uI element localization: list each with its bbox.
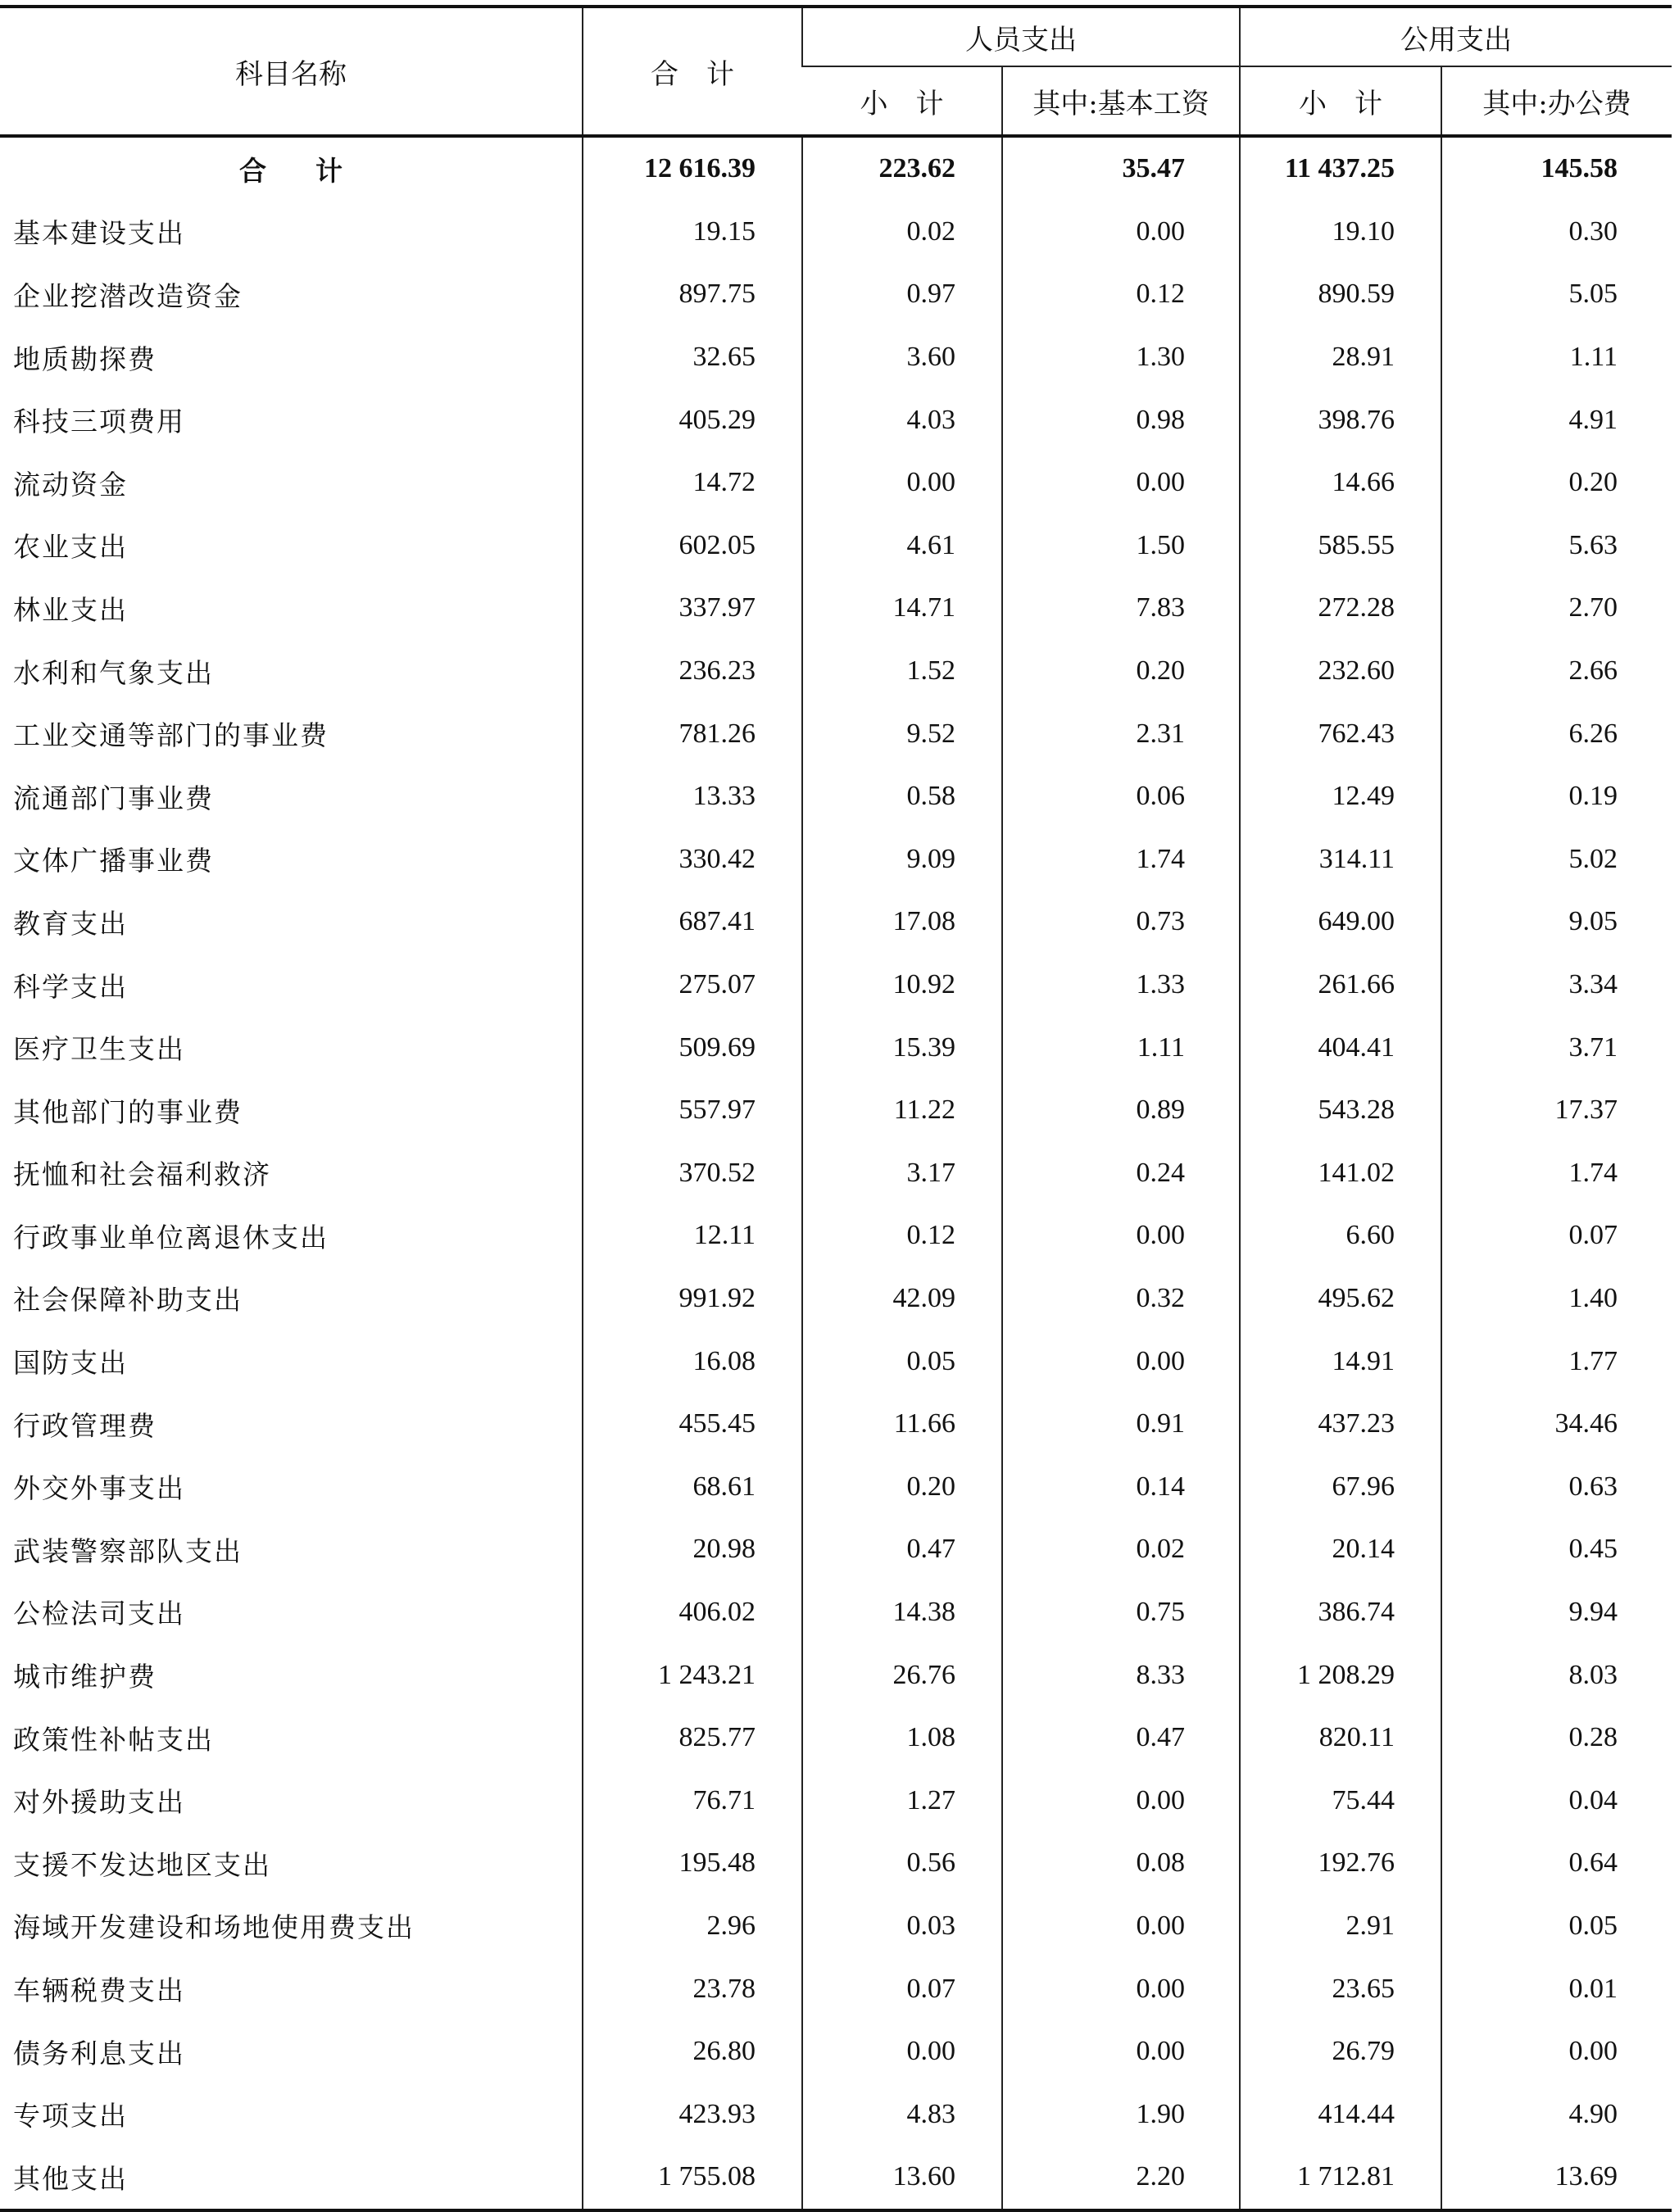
cell-public-subtotal: 1 712.81 (1240, 2146, 1441, 2210)
cell-public-subtotal: 23.65 (1240, 1957, 1441, 2020)
table-row (0, 2083, 1672, 2146)
cell-personnel-basic-wage: 0.91 (1002, 1393, 1240, 1456)
cell-personnel-basic-wage: 0.20 (1002, 640, 1240, 703)
cell-personnel-subtotal: 0.47 (802, 1518, 1002, 1581)
cell-total: 14.72 (583, 451, 802, 514)
cell-public-office: 4.90 (1441, 2083, 1672, 2146)
cell-personnel-basic-wage: 0.73 (1002, 891, 1240, 954)
cell-item-name: 合计 (239, 154, 392, 187)
table-header (0, 7, 1672, 136)
table-row (0, 1769, 1672, 1832)
cell-personnel-basic-wage: 1.11 (1002, 1016, 1240, 1079)
cell-item-name: 工业交通等部门的事业费 (13, 719, 329, 752)
cell-total: 330.42 (583, 828, 802, 891)
cell-public-subtotal: 649.00 (1240, 891, 1441, 954)
cell-public-subtotal: 437.23 (1240, 1393, 1441, 1456)
cell-public-subtotal: 398.76 (1240, 388, 1441, 451)
cell-public-office: 9.94 (1441, 1581, 1672, 1644)
cell-public-subtotal: 543.28 (1240, 1079, 1441, 1142)
cell-item-name: 水利和气象支出 (13, 656, 214, 689)
cell-public-office: 0.01 (1441, 1957, 1672, 2020)
cell-personnel-basic-wage: 0.00 (1002, 1204, 1240, 1267)
cell-item-name: 债务利息支出 (13, 2037, 185, 2069)
cell-public-subtotal: 414.44 (1240, 2083, 1441, 2146)
cell-personnel-basic-wage: 0.89 (1002, 1079, 1240, 1142)
cell-personnel-basic-wage: 0.00 (1002, 1330, 1240, 1393)
cell-item-name: 行政管理费 (13, 1409, 157, 1442)
cell-item-name: 政策性补帖支出 (13, 1723, 214, 1756)
cell-personnel-subtotal: 0.03 (802, 1895, 1002, 1958)
cell-total: 68.61 (583, 1455, 802, 1518)
cell-total: 1 243.21 (583, 1643, 802, 1707)
cell-item-name: 车辆税费支出 (13, 1974, 185, 2007)
cell-personnel-subtotal: 0.05 (802, 1330, 1002, 1393)
table-body (0, 136, 1672, 2210)
cell-public-office: 0.19 (1441, 765, 1672, 828)
cell-public-office: 2.70 (1441, 577, 1672, 640)
cell-personnel-subtotal: 9.09 (802, 828, 1002, 891)
cell-personnel-basic-wage: 0.24 (1002, 1142, 1240, 1205)
cell-public-office: 1.74 (1441, 1142, 1672, 1205)
cell-total: 12.11 (583, 1204, 802, 1267)
cell-personnel-basic-wage: 0.12 (1002, 263, 1240, 326)
cell-personnel-basic-wage: 1.30 (1002, 326, 1240, 389)
cell-total: 825.77 (583, 1707, 802, 1770)
cell-personnel-subtotal: 1.08 (802, 1707, 1002, 1770)
table-row (0, 2020, 1672, 2083)
cell-personnel-subtotal: 15.39 (802, 1016, 1002, 1079)
table-row (0, 1581, 1672, 1644)
table-row (0, 1518, 1672, 1581)
cell-item-name: 海域开发建设和场地使用费支出 (13, 1911, 415, 1944)
cell-public-office: 0.20 (1441, 451, 1672, 514)
cell-personnel-subtotal: 42.09 (802, 1267, 1002, 1330)
table-row (0, 702, 1672, 765)
cell-personnel-basic-wage: 0.00 (1002, 201, 1240, 264)
cell-item-name: 其他支出 (0, 2146, 583, 2210)
cell-personnel-basic-wage: 0.06 (1002, 765, 1240, 828)
cell-item-name: 科技三项费用 (13, 406, 185, 438)
cell-personnel-subtotal: 1.52 (802, 640, 1002, 703)
table-row (0, 1707, 1672, 1770)
cell-personnel-basic-wage: 0.00 (1002, 2020, 1240, 2083)
table-row (0, 1142, 1672, 1205)
cell-public-office: 5.05 (1441, 263, 1672, 326)
total-row (0, 136, 1672, 201)
cell-personnel-basic-wage: 0.02 (1002, 1518, 1240, 1581)
cell-item-name: 专项支出 (13, 2100, 128, 2133)
cell-personnel-subtotal: 4.03 (802, 388, 1002, 451)
cell-personnel-subtotal: 26.76 (802, 1643, 1002, 1707)
cell-total: 602.05 (583, 514, 802, 578)
cell-personnel-subtotal: 1.27 (802, 1769, 1002, 1832)
cell-item-name: 林业支出 (13, 593, 128, 626)
cell-public-office: 0.07 (1441, 1204, 1672, 1267)
cell-total: 275.07 (583, 954, 802, 1017)
cell-public-subtotal: 386.74 (1240, 1581, 1441, 1644)
cell-total: 26.80 (583, 2020, 802, 2083)
cell-item-name: 基本建设支出 (13, 217, 185, 250)
table-row (0, 954, 1672, 1017)
cell-public-office: 0.28 (1441, 1707, 1672, 1770)
cell-total: 897.75 (583, 263, 802, 326)
table-row (0, 1832, 1672, 1895)
cell-public-office: 0.45 (1441, 1518, 1672, 1581)
header-personnel-subtotal: 小 计 (802, 66, 1002, 136)
cell-total: 423.93 (583, 2083, 802, 2146)
header-item-name: 科目名称 (0, 7, 583, 136)
cell-personnel-basic-wage: 0.00 (1002, 1769, 1240, 1832)
cell-personnel-subtotal: 223.62 (802, 136, 1002, 201)
cell-personnel-subtotal: 0.00 (802, 2020, 1002, 2083)
cell-total: 19.15 (583, 201, 802, 264)
cell-total: 687.41 (583, 891, 802, 954)
cell-personnel-subtotal: 11.22 (802, 1079, 1002, 1142)
cell-public-office: 17.37 (1441, 1079, 1672, 1142)
cell-total: 195.48 (583, 1832, 802, 1895)
cell-public-subtotal: 11 437.25 (1240, 136, 1441, 201)
cell-public-subtotal: 820.11 (1240, 1707, 1441, 1770)
cell-item-name: 行政事业单位离退休支出 (13, 1221, 329, 1253)
cell-total: 2.96 (583, 1895, 802, 1958)
table-row (0, 388, 1672, 451)
cell-personnel-subtotal: 0.02 (802, 201, 1002, 264)
cell-personnel-subtotal: 3.17 (802, 1142, 1002, 1205)
cell-public-office: 1.40 (1441, 1267, 1672, 1330)
cell-personnel-subtotal: 4.61 (802, 514, 1002, 578)
table-row (0, 2146, 1672, 2210)
cell-public-office: 1.11 (1441, 326, 1672, 389)
cell-item-name: 企业挖潜改造资金 (13, 279, 243, 312)
cell-item-name: 流通部门事业费 (13, 782, 214, 814)
cell-public-subtotal: 14.91 (1240, 1330, 1441, 1393)
cell-public-subtotal: 890.59 (1240, 263, 1441, 326)
cell-public-office: 1.77 (1441, 1330, 1672, 1393)
cell-personnel-basic-wage: 0.00 (1002, 1895, 1240, 1958)
cell-public-office: 0.05 (1441, 1895, 1672, 1958)
cell-total: 16.08 (583, 1330, 802, 1393)
cell-total: 370.52 (583, 1142, 802, 1205)
cell-public-subtotal: 67.96 (1240, 1455, 1441, 1518)
cell-item-name: 社会保障补助支出 (13, 1284, 243, 1317)
table-row (0, 1455, 1672, 1518)
cell-personnel-basic-wage: 1.33 (1002, 954, 1240, 1017)
cell-total: 1 755.08 (583, 2146, 802, 2210)
header-public-subtotal: 小 计 (1240, 66, 1441, 136)
cell-item-name: 城市维护费 (13, 1661, 157, 1693)
cell-public-subtotal: 495.62 (1240, 1267, 1441, 1330)
cell-personnel-subtotal: 14.38 (802, 1581, 1002, 1644)
table-row (0, 1016, 1672, 1079)
cell-total: 406.02 (583, 1581, 802, 1644)
table-row (0, 1267, 1672, 1330)
cell-item-name: 地质勘探费 (13, 342, 157, 375)
cell-personnel-subtotal: 0.00 (802, 451, 1002, 514)
cell-item-name: 支援不发达地区支出 (13, 1848, 271, 1881)
table-row (0, 263, 1672, 326)
cell-total: 76.71 (583, 1769, 802, 1832)
cell-personnel-basic-wage: 0.98 (1002, 388, 1240, 451)
cell-public-subtotal: 762.43 (1240, 702, 1441, 765)
cell-item-name: 教育支出 (13, 907, 128, 940)
cell-public-office: 9.05 (1441, 891, 1672, 954)
cell-public-subtotal: 75.44 (1240, 1769, 1441, 1832)
table-row (0, 828, 1672, 891)
table-row (0, 514, 1672, 578)
cell-item-name: 农业支出 (13, 531, 128, 564)
cell-item-name: 公检法司支出 (13, 1598, 185, 1630)
cell-item-name: 医疗卫生支出 (13, 1033, 185, 1066)
expenditure-table (0, 5, 1672, 2212)
cell-personnel-basic-wage: 0.00 (1002, 1957, 1240, 2020)
table-row (0, 201, 1672, 264)
header-personnel-group: 人员支出 (802, 7, 1240, 66)
cell-personnel-basic-wage: 35.47 (1002, 136, 1240, 201)
cell-total: 13.33 (583, 765, 802, 828)
table-row (0, 577, 1672, 640)
cell-total: 236.23 (583, 640, 802, 703)
cell-total: 405.29 (583, 388, 802, 451)
cell-personnel-basic-wage: 0.32 (1002, 1267, 1240, 1330)
cell-personnel-subtotal: 14.71 (802, 577, 1002, 640)
cell-personnel-subtotal: 11.66 (802, 1393, 1002, 1456)
cell-public-office: 3.34 (1441, 954, 1672, 1017)
cell-personnel-basic-wage: 0.47 (1002, 1707, 1240, 1770)
cell-item-name: 对外援助支出 (13, 1786, 185, 1819)
cell-public-office: 6.26 (1441, 702, 1672, 765)
cell-public-subtotal: 141.02 (1240, 1142, 1441, 1205)
cell-item-name: 武装警察部队支出 (13, 1534, 243, 1567)
cell-public-subtotal: 6.60 (1240, 1204, 1441, 1267)
cell-item-name: 其他部门的事业费 (13, 1095, 243, 1128)
cell-public-subtotal: 232.60 (1240, 640, 1441, 703)
cell-public-office: 2.66 (1441, 640, 1672, 703)
cell-item-name: 科学支出 (13, 970, 128, 1003)
table-row (0, 640, 1672, 703)
cell-total: 991.92 (583, 1267, 802, 1330)
cell-personnel-subtotal: 0.07 (802, 1957, 1002, 2020)
cell-public-subtotal: 272.28 (1240, 577, 1441, 640)
cell-personnel-subtotal: 9.52 (802, 702, 1002, 765)
cell-personnel-subtotal: 3.60 (802, 326, 1002, 389)
cell-public-subtotal: 585.55 (1240, 514, 1441, 578)
cell-public-office: 0.04 (1441, 1769, 1672, 1832)
cell-personnel-subtotal: 17.08 (802, 891, 1002, 954)
header-total: 合 计 (583, 7, 802, 136)
table-row (0, 1079, 1672, 1142)
table-row (0, 1204, 1672, 1267)
cell-personnel-subtotal: 0.56 (802, 1832, 1002, 1895)
cell-public-office: 8.03 (1441, 1643, 1672, 1707)
cell-public-subtotal: 26.79 (1240, 2020, 1441, 2083)
cell-total: 557.97 (583, 1079, 802, 1142)
cell-item-name: 流动资金 (13, 468, 128, 501)
cell-public-subtotal: 1 208.29 (1240, 1643, 1441, 1707)
cell-personnel-subtotal: 0.58 (802, 765, 1002, 828)
cell-public-office: 5.63 (1441, 514, 1672, 578)
cell-personnel-basic-wage: 0.08 (1002, 1832, 1240, 1895)
table-row (0, 1957, 1672, 2020)
cell-public-office: 145.58 (1441, 136, 1672, 201)
cell-personnel-basic-wage: 1.74 (1002, 828, 1240, 891)
cell-item-name: 抚恤和社会福利救济 (13, 1158, 271, 1191)
cell-personnel-basic-wage: 0.00 (1002, 451, 1240, 514)
cell-public-office: 3.71 (1441, 1016, 1672, 1079)
cell-personnel-subtotal: 10.92 (802, 954, 1002, 1017)
cell-total: 32.65 (583, 326, 802, 389)
cell-total: 509.69 (583, 1016, 802, 1079)
cell-public-subtotal: 2.91 (1240, 1895, 1441, 1958)
header-public-group: 公用支出 (1240, 7, 1672, 66)
cell-public-office: 34.46 (1441, 1393, 1672, 1456)
cell-public-office: 0.30 (1441, 201, 1672, 264)
cell-public-office: 5.02 (1441, 828, 1672, 891)
cell-public-subtotal: 192.76 (1240, 1832, 1441, 1895)
header-personnel-basic-wage: 其中:基本工资 (1002, 66, 1240, 136)
cell-public-subtotal: 261.66 (1240, 954, 1441, 1017)
cell-public-office: 4.91 (1441, 388, 1672, 451)
cell-personnel-basic-wage: 1.50 (1002, 514, 1240, 578)
cell-personnel-basic-wage: 2.20 (1002, 2146, 1240, 2210)
cell-public-office: 0.63 (1441, 1455, 1672, 1518)
cell-public-office: 0.00 (1441, 2020, 1672, 2083)
cell-total: 12 616.39 (583, 136, 802, 201)
cell-public-subtotal: 14.66 (1240, 451, 1441, 514)
cell-total: 23.78 (583, 1957, 802, 2020)
cell-total: 455.45 (583, 1393, 802, 1456)
cell-public-subtotal: 314.11 (1240, 828, 1441, 891)
table-row (0, 1330, 1672, 1393)
cell-personnel-subtotal: 0.12 (802, 1204, 1002, 1267)
cell-personnel-subtotal: 0.97 (802, 263, 1002, 326)
cell-personnel-basic-wage: 1.90 (1002, 2083, 1240, 2146)
cell-personnel-basic-wage: 2.31 (1002, 702, 1240, 765)
cell-personnel-basic-wage: 0.75 (1002, 1581, 1240, 1644)
cell-public-subtotal: 20.14 (1240, 1518, 1441, 1581)
cell-item-name: 外交外事支出 (13, 1472, 185, 1505)
table-row (0, 326, 1672, 389)
cell-total: 20.98 (583, 1518, 802, 1581)
table-row (0, 1643, 1672, 1707)
cell-public-subtotal: 404.41 (1240, 1016, 1441, 1079)
cell-public-subtotal: 12.49 (1240, 765, 1441, 828)
cell-public-office: 0.64 (1441, 1832, 1672, 1895)
table-row (0, 891, 1672, 954)
cell-personnel-subtotal: 13.60 (802, 2146, 1002, 2210)
cell-personnel-subtotal: 4.83 (802, 2083, 1002, 2146)
table-row (0, 1895, 1672, 1958)
cell-item-name: 国防支出 (13, 1347, 128, 1380)
table-row (0, 765, 1672, 828)
cell-item-name: 文体广播事业费 (13, 845, 214, 877)
cell-personnel-basic-wage: 8.33 (1002, 1643, 1240, 1707)
cell-public-subtotal: 19.10 (1240, 201, 1441, 264)
cell-total: 337.97 (583, 577, 802, 640)
cell-personnel-basic-wage: 0.14 (1002, 1455, 1240, 1518)
cell-total: 781.26 (583, 702, 802, 765)
cell-public-office: 13.69 (1441, 2146, 1672, 2210)
table-row (0, 451, 1672, 514)
cell-personnel-basic-wage: 7.83 (1002, 577, 1240, 640)
header-public-office: 其中:办公费 (1441, 66, 1672, 136)
table-row (0, 1393, 1672, 1456)
cell-personnel-subtotal: 0.20 (802, 1455, 1002, 1518)
cell-public-subtotal: 28.91 (1240, 326, 1441, 389)
